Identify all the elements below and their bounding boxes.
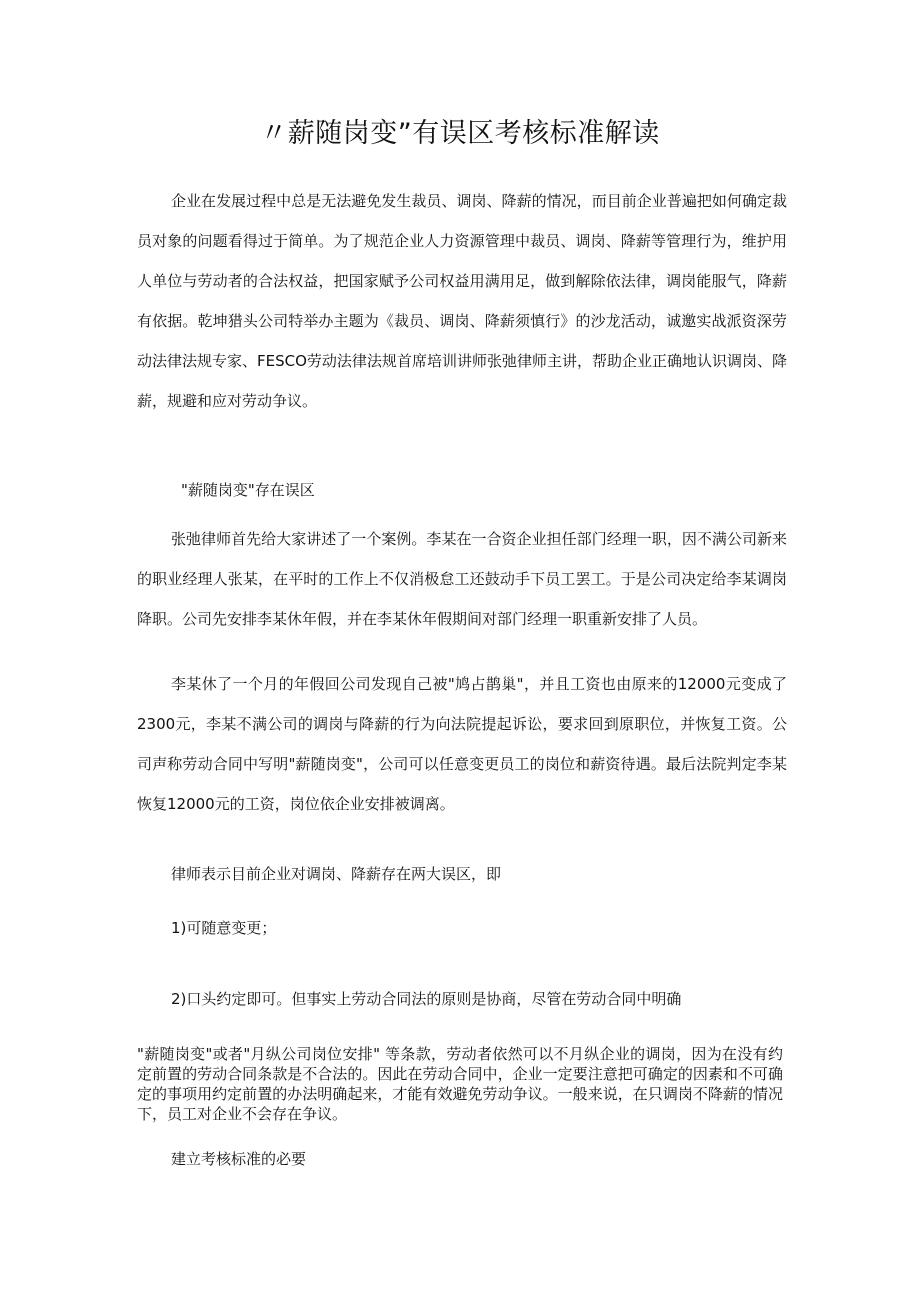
- section-heading-misconception: "薪随岗变"存在误区: [181, 481, 315, 499]
- paragraph-contract-clause: "薪随岗变"或者"月纵公司岗位安排" 等条款，劳动者依然可以不月纵企业的调岗，因为在没有约定前置的劳动合同条款是不合法的。因此在劳动合同中，企业一定要注意把可确定的因素和不可确定的事项用约定前置的办法明确起来，才能有效避免劳动争议。一般来说，在只调岗不降薪的情况下，员工对企业不会存在争议。: [137, 1045, 783, 1123]
- paragraph-lawyer-statement: 律师表示目前企业对调岗、降薪存在两大误区，即: [171, 865, 502, 883]
- paragraph-case: 张弛律师首先给大家讲述了一个案例。李某在一合资企业担任部门经理一职，因不满公司新来的职业经理人张某，在平时的工作上不仅消极怠工还鼓动手下员工罢工。于是公司决定给李某调岗降职。公司先安排李某休年假，并在李某休年假期间对部门经理一职重新安排了人员。: [137, 530, 787, 628]
- paragraph-case-outcome: 李某休了一个月的年假回公司发现自己被"鸠占鹊巢"，并且工资也由原来的12000元变成了2300元，李某不满公司的调岗与降薪的行为向法院提起诉讼，要求回到原职位，并恢复工资。公司声称劳动合同中写明"薪随岗变"，公司可以任意变更员工的岗位和薪资待遇。最后法院判定李某恢复12000元的工资，岗位依企业安排被调离。: [137, 675, 787, 813]
- list-item-2: 2)口头约定即可。但事实上劳动合同法的原则是协商，尽管在劳动合同中明确: [171, 990, 682, 1008]
- section-heading-standards: 建立考核标准的必要: [171, 1150, 307, 1168]
- list-item-1: 1)可随意变更；: [171, 919, 277, 937]
- document-title: 〃薪随岗变”有误区考核标准解读: [260, 118, 660, 149]
- paragraph-intro: 企业在发展过程中总是无法避免发生裁员、调岗、降薪的情况，而目前企业普遍把如何确定裁员对象的问题看得过于简单。为了规范企业人力资源管理中裁员、调岗、降薪等管理行为，维护用人单位与劳动者的合法权益，把国家赋予公司权益用满用足，做到解除依法律，调岗能服气，降薪有依据。乾坤猎头公司特举办主题为《裁员、调岗、降薪须慎行》的沙龙活动，诚邀实战派资深劳动法律法规专家、FESCO劳动法律法规首席培训讲师张弛律师主讲，帮助企业正确地认识调岗、降薪，规避和应对劳动争议。: [137, 192, 787, 410]
